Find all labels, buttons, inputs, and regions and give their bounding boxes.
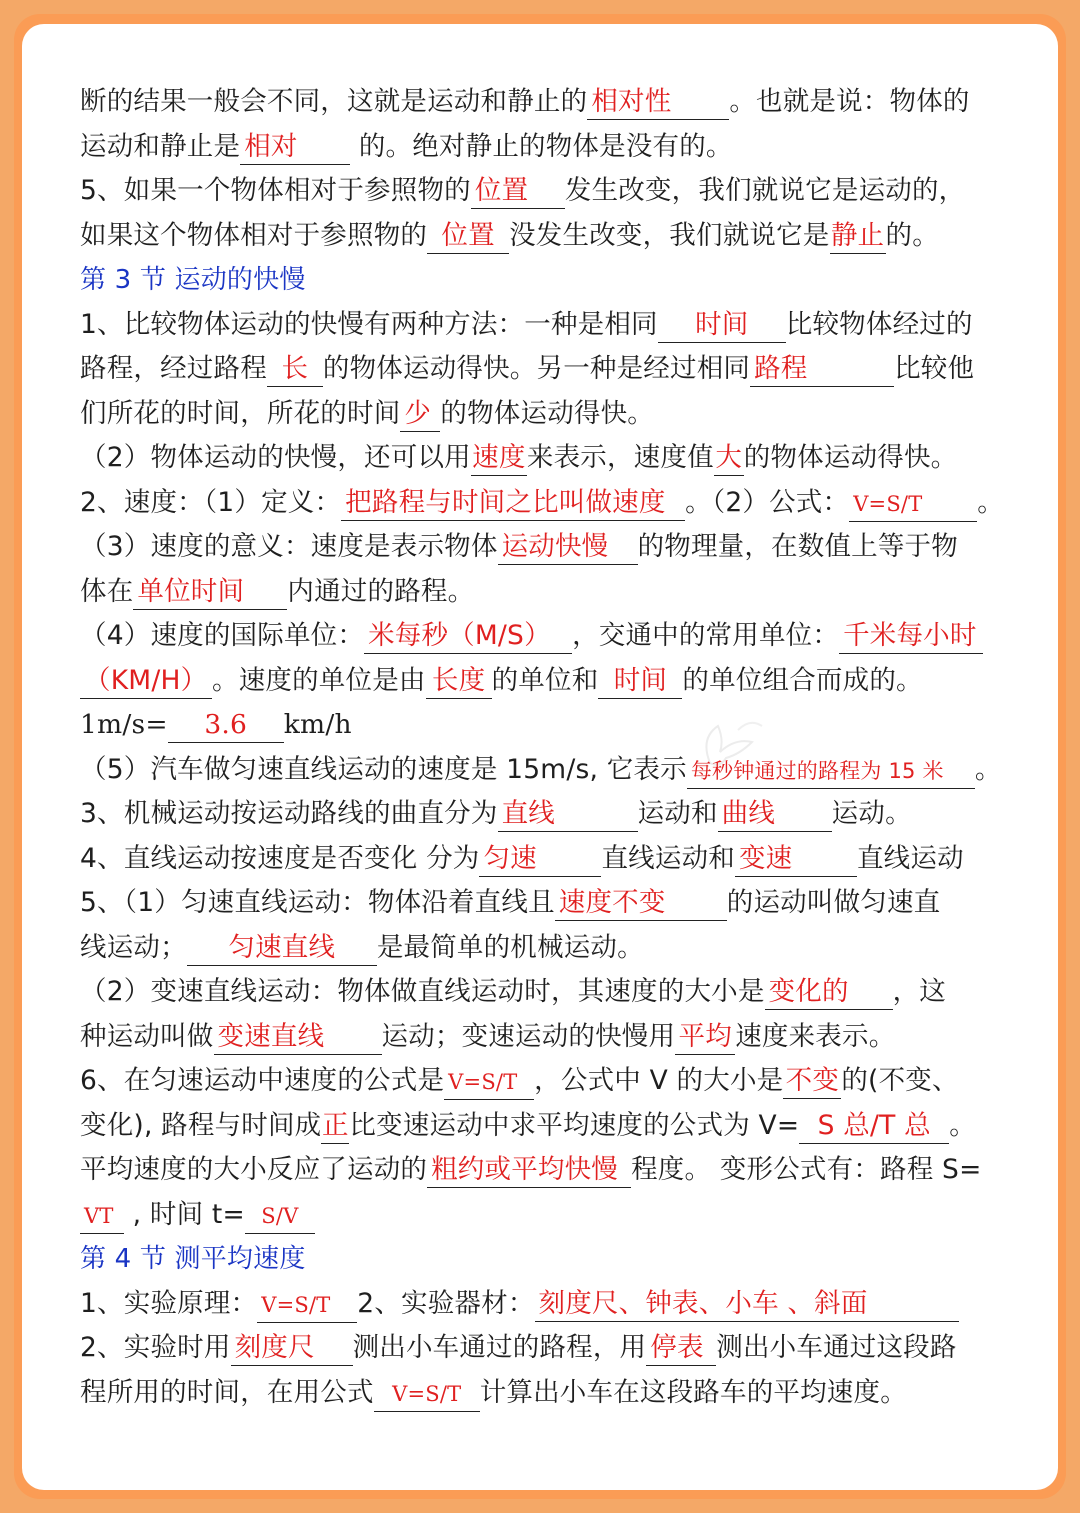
line-text: 5、（1）匀速直线运动：物体沿着直线且 <box>80 887 555 918</box>
line-text: 的单位组合而成的。 <box>682 664 923 696</box>
answer-blank: V=S/T <box>444 1065 534 1100</box>
line-text: 1、实验原理： <box>80 1287 258 1319</box>
line-text: 。（2）公式： <box>685 486 850 518</box>
line-text: 2、实验时用 <box>80 1332 231 1363</box>
text-line-30 <box>80 1371 1002 1416</box>
line-text: 路程，经过路程 <box>80 353 267 384</box>
answer-blank: S 总/T 总 <box>799 1109 949 1144</box>
line-text: ，这 <box>892 976 946 1007</box>
line-text: 是最简单的机械运动。 <box>376 931 644 963</box>
answer-blank: 3.6 <box>168 708 284 743</box>
answer-blank: 时间 <box>658 308 786 343</box>
line-text: 直线运动 <box>856 842 964 874</box>
text-line-11 <box>80 525 1002 570</box>
text-line-26 <box>80 1193 1002 1238</box>
line-text: 发生改变，我们就说它是运动的， <box>564 175 966 206</box>
line-text: 程所用的时间，在用公式 <box>80 1376 374 1408</box>
line-text: （4）速度的国际单位： <box>80 620 365 651</box>
line-text: 的单位和 <box>491 664 599 696</box>
text-line-8 <box>80 392 1002 437</box>
answer-blank: 正 <box>321 1109 349 1144</box>
line-text: 线运动； <box>80 931 187 963</box>
line-text: 没发生改变，我们就说它是 <box>509 219 830 251</box>
line-text: （3）速度的意义：速度是表示物体 <box>80 531 498 562</box>
line-text: 的。 <box>885 219 939 251</box>
answer-blank: 位置 <box>471 174 565 209</box>
section-heading-4: 第 4 节 测平均速度 <box>80 1244 306 1274</box>
line-text: 6、在匀速运动中速度的公式是 <box>80 1065 445 1096</box>
answer-blank: 单位时间 <box>133 575 287 610</box>
line-text: 的运动叫做匀速直 <box>726 887 941 918</box>
answer-blank: 变速直线 <box>214 1020 382 1055</box>
line-text: 种运动叫做 <box>80 1020 214 1052</box>
answer-blank: 运动快慢 <box>498 530 638 565</box>
line-text: 运动和 <box>637 798 718 829</box>
line-text: ，交通中的常用单位： <box>572 620 840 651</box>
line-text: 速度来表示。 <box>735 1020 896 1052</box>
line-text: 如果这个物体相对于参照物的 <box>80 219 428 251</box>
answer-blank: V=S/T <box>374 1377 480 1412</box>
line-text: 。也就是说：物体的 <box>729 86 970 117</box>
answer-blank: 位置 <box>427 219 509 254</box>
line-text: 比较物体经过的 <box>785 308 973 340</box>
answer-blank: 不变 <box>783 1064 841 1099</box>
text-line-19 <box>80 881 1002 926</box>
line-text: 3、机械运动按运动路线的曲直分为 <box>80 798 498 829</box>
line-text: 运动；变速运动的快慢用 <box>381 1020 676 1052</box>
line-text: 。 <box>974 753 1002 785</box>
answer-blank: VT <box>80 1199 124 1234</box>
line-text: 内通过的路程。 <box>287 575 475 607</box>
line-text: 4、直线运动按速度是否变化 分为 <box>80 842 480 874</box>
answer-blank: 速度 <box>471 441 527 476</box>
line-text: 的物体运动得快。 <box>440 397 655 429</box>
answer-blank: 路程 <box>750 352 894 387</box>
answer-blank: V=S/T <box>849 487 977 522</box>
text-line-7 <box>80 347 1002 392</box>
text-line-6 <box>80 303 1002 348</box>
answer-blank: 平均 <box>675 1020 735 1055</box>
answer-blank: 米每秒（M/S） <box>364 619 572 654</box>
text-line-1 <box>80 80 1002 125</box>
line-text: 比较他 <box>894 353 975 384</box>
line-text: , 时间 t= <box>124 1198 245 1230</box>
line-text: 的物理量，在数值上等于物 <box>637 531 958 562</box>
text-line-17 <box>80 792 1002 837</box>
text-line-22 <box>80 1015 1002 1060</box>
answer-blank: S/V <box>245 1199 315 1234</box>
text-line-29 <box>80 1326 1002 1371</box>
answer-blank: 相对 <box>240 130 350 165</box>
text-line-25 <box>80 1148 1002 1193</box>
line-text: 。 <box>949 1109 976 1141</box>
answer-blank: 相对性 <box>587 85 729 120</box>
line-text: 断的结果一般会不同，这就是运动和静止的 <box>80 86 588 117</box>
line-text: （2）变速直线运动：物体做直线运动时，其速度的大小是 <box>80 976 765 1007</box>
line-text: 比变速运动中求平均速度的公式为 V= <box>349 1109 800 1141</box>
answer-blank: 大 <box>714 441 744 476</box>
text-line-9 <box>80 436 1002 481</box>
line-text: 计算出小车在这段路车的平均速度。 <box>479 1376 907 1408</box>
line-text: 的物体运动得快。 <box>743 442 958 473</box>
line-text: 体在 <box>80 575 134 607</box>
answer-blank: 少 <box>400 397 440 432</box>
answer-blank: 刻度尺、钟表、小车 、斜面 <box>535 1287 959 1322</box>
line-text: 变化), 路程与时间成 <box>80 1109 322 1141</box>
answer-blank: 长 <box>267 352 323 387</box>
text-line-12 <box>80 570 1002 615</box>
notes-content <box>80 80 1002 1415</box>
line-text: 1、比较物体运动的快慢有两种方法：一种是相同 <box>80 308 658 340</box>
line-text: 。速度的单位是由 <box>212 664 426 696</box>
line-text: 2、实验器材： <box>357 1287 535 1319</box>
line-text: 平均速度的大小反应了运动的 <box>80 1154 428 1185</box>
line-text: 。 <box>977 486 1004 518</box>
text-line-18 <box>80 837 1002 882</box>
text-line-13 <box>80 614 1002 659</box>
text-line-3 <box>80 169 1002 214</box>
answer-blank: 匀速 <box>479 842 601 877</box>
text-line-21 <box>80 970 1002 1015</box>
text-line-23 <box>80 1059 1002 1104</box>
answer-blank: 把路程与时间之比叫做速度 <box>341 486 685 521</box>
line-text: （2）物体运动的快慢，还可以用 <box>80 442 471 473</box>
line-text: 程度。 变形公式有：路程 S= <box>631 1154 982 1185</box>
line-text: 的(不变、 <box>841 1065 959 1096</box>
line-text: 的。绝对静止的物体是没有的。 <box>350 130 733 162</box>
answer-blank: 静止 <box>830 219 886 254</box>
answer-blank: 变速 <box>735 842 857 877</box>
text-line-20 <box>80 926 1002 971</box>
answer-blank: 曲线 <box>718 797 832 832</box>
answer-blank: 匀速直线 <box>187 931 377 966</box>
line-text: 运动和静止是 <box>80 130 241 162</box>
answer-blank: 千米每小时 <box>839 619 983 654</box>
text-line-4 <box>80 214 1002 259</box>
text-line-24 <box>80 1104 1002 1149</box>
line-text: 2、速度：（1）定义： <box>80 486 342 518</box>
text-line-28 <box>80 1282 1002 1327</box>
answer-blank: 刻度尺 <box>231 1331 353 1366</box>
text-line-2 <box>80 125 1002 170</box>
line-text: 1m/s= <box>80 709 168 740</box>
text-line-16 <box>80 748 1002 793</box>
answer-blank: 直线 <box>498 797 638 832</box>
line-text: 来表示，速度值 <box>526 442 714 473</box>
answer-blank: V=S/T <box>257 1288 357 1323</box>
answer-blank: 速度不变 <box>555 886 727 921</box>
line-text: 的物体运动得快。另一种是经过相同 <box>322 353 751 384</box>
answer-blank: 粗约或平均快慢 <box>427 1153 631 1188</box>
answer-blank: 长度 <box>426 664 492 699</box>
answer-blank: （KM/H） <box>80 664 212 699</box>
answer-blank: 时间 <box>598 664 682 699</box>
line-text: ，公式中 V 的大小是 <box>534 1065 784 1096</box>
answer-blank: 每秒钟通过的路程为 15 米 <box>687 754 975 789</box>
line-text: 测出小车通过这段路 <box>716 1332 957 1363</box>
line-text: km/h <box>283 709 352 740</box>
line-text: 运动。 <box>831 798 912 829</box>
answer-blank: 停表 <box>646 1331 716 1366</box>
line-text: 直线运动和 <box>601 842 735 874</box>
text-line-14 <box>80 659 1002 704</box>
line-text: 测出小车通过的路程，用 <box>352 1332 647 1363</box>
text-line-10 <box>80 481 1002 526</box>
text-line-15 <box>80 703 1002 748</box>
answer-blank: 变化的 <box>765 975 893 1010</box>
section-heading-3: 第 3 节 运动的快慢 <box>80 265 306 295</box>
line-text: 们所花的时间，所花的时间 <box>80 397 401 429</box>
line-text: 5、如果一个物体相对于参照物的 <box>80 175 471 206</box>
line-text: （5）汽车做匀速直线运动的速度是 15m/s, 它表示 <box>80 753 687 785</box>
